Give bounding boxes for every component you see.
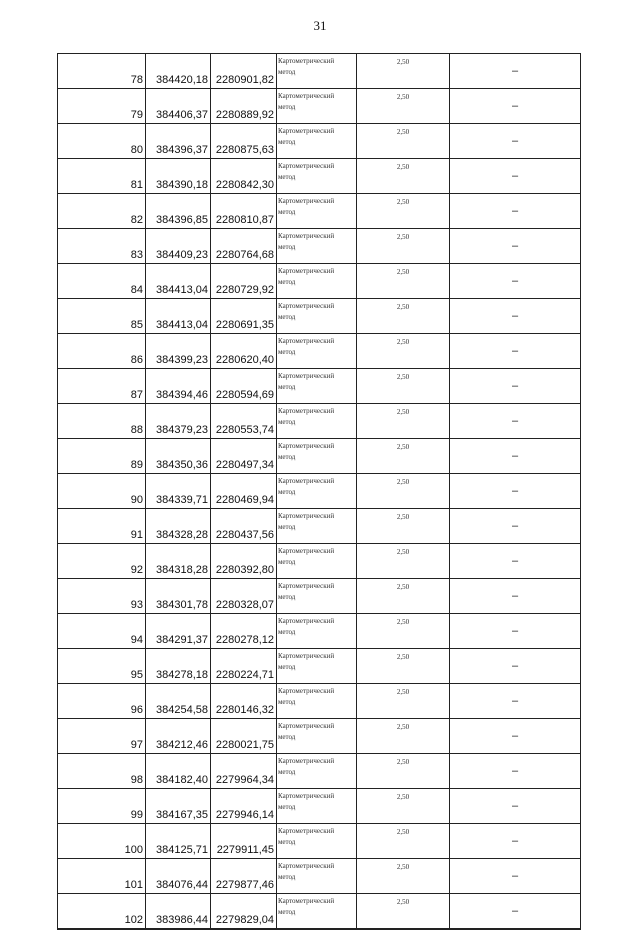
point-number: 97	[58, 719, 146, 754]
method-line-1: Картометрический	[278, 617, 335, 625]
method-line-2: метод	[278, 243, 296, 251]
determination-method	[277, 579, 357, 614]
method-line-1: Картометрический	[278, 687, 335, 695]
table-row	[58, 894, 581, 930]
determination-method	[277, 754, 357, 789]
table-row	[58, 509, 581, 544]
coordinate-y: 2280729,92	[211, 264, 277, 299]
coordinate-y: 2280691,35	[211, 299, 277, 334]
determination-method	[277, 684, 357, 719]
method-line-1: Картометрический	[278, 862, 335, 870]
method-line-1: Картометрический	[278, 442, 335, 450]
accuracy-value: 2,50	[357, 124, 450, 159]
table-row	[58, 404, 581, 439]
point-description: –	[450, 649, 581, 684]
method-line-1: Картометрический	[278, 827, 335, 835]
determination-method	[277, 544, 357, 579]
coordinate-y: 2279829,04	[211, 894, 277, 930]
point-number: 91	[58, 509, 146, 544]
accuracy-value: 2,50	[357, 474, 450, 509]
determination-method	[277, 299, 357, 334]
method-line-1: Картометрический	[278, 512, 335, 520]
point-number: 100	[58, 824, 146, 859]
determination-method	[277, 509, 357, 544]
accuracy-value: 2,50	[357, 264, 450, 299]
method-line-2: метод	[278, 278, 296, 286]
method-line-1: Картометрический	[278, 722, 335, 730]
point-description: –	[450, 684, 581, 719]
point-description: –	[450, 439, 581, 474]
accuracy-value: 2,50	[357, 649, 450, 684]
method-line-1: Картометрический	[278, 407, 335, 415]
method-line-1: Картометрический	[278, 162, 335, 170]
point-number: 82	[58, 194, 146, 229]
method-line-1: Картометрический	[278, 897, 335, 905]
method-line-2: метод	[278, 908, 296, 916]
point-description: –	[450, 124, 581, 159]
point-number: 83	[58, 229, 146, 264]
determination-method	[277, 369, 357, 404]
determination-method	[277, 439, 357, 474]
coordinate-x: 384167,35	[146, 789, 211, 824]
table-row	[58, 439, 581, 474]
method-line-2: метод	[278, 383, 296, 391]
accuracy-value: 2,50	[357, 229, 450, 264]
accuracy-value: 2,50	[357, 824, 450, 859]
table-body	[58, 54, 581, 930]
method-line-2: метод	[278, 173, 296, 181]
point-number: 89	[58, 439, 146, 474]
coordinate-x: 384182,40	[146, 754, 211, 789]
method-line-1: Картометрический	[278, 127, 335, 135]
coordinate-x: 383986,44	[146, 894, 211, 930]
table-row	[58, 54, 581, 89]
coordinate-x: 384379,23	[146, 404, 211, 439]
coordinate-x: 384396,85	[146, 194, 211, 229]
accuracy-value: 2,50	[357, 614, 450, 649]
point-description: –	[450, 754, 581, 789]
table-row	[58, 754, 581, 789]
coordinate-x: 384212,46	[146, 719, 211, 754]
point-description: –	[450, 509, 581, 544]
coordinate-x: 384390,18	[146, 159, 211, 194]
point-number: 85	[58, 299, 146, 334]
coordinate-y: 2279911,45	[211, 824, 277, 859]
table-row	[58, 789, 581, 824]
determination-method	[277, 194, 357, 229]
coordinate-y: 2280842,30	[211, 159, 277, 194]
accuracy-value: 2,50	[357, 789, 450, 824]
coordinate-x: 384254,58	[146, 684, 211, 719]
method-line-2: метод	[278, 698, 296, 706]
method-line-2: метод	[278, 103, 296, 111]
point-description: –	[450, 334, 581, 369]
method-line-2: метод	[278, 838, 296, 846]
point-description: –	[450, 264, 581, 299]
table-row	[58, 229, 581, 264]
point-description: –	[450, 789, 581, 824]
method-line-2: метод	[278, 523, 296, 531]
table-row	[58, 614, 581, 649]
point-description: –	[450, 369, 581, 404]
coordinate-x: 384318,28	[146, 544, 211, 579]
table-row	[58, 194, 581, 229]
accuracy-value: 2,50	[357, 369, 450, 404]
coordinate-x: 384125,71	[146, 824, 211, 859]
method-line-2: метод	[278, 348, 296, 356]
coordinate-y: 2280875,63	[211, 124, 277, 159]
method-line-1: Картометрический	[278, 92, 335, 100]
point-description: –	[450, 299, 581, 334]
coordinate-y: 2280278,12	[211, 614, 277, 649]
accuracy-value: 2,50	[357, 719, 450, 754]
accuracy-value: 2,50	[357, 754, 450, 789]
table-row	[58, 579, 581, 614]
method-line-2: метод	[278, 418, 296, 426]
coordinate-y: 2280328,07	[211, 579, 277, 614]
table-row	[58, 684, 581, 719]
table-row	[58, 299, 581, 334]
table-row	[58, 859, 581, 894]
accuracy-value: 2,50	[357, 579, 450, 614]
point-description: –	[450, 719, 581, 754]
coordinate-y: 2279877,46	[211, 859, 277, 894]
determination-method	[277, 474, 357, 509]
coordinate-x: 384420,18	[146, 54, 211, 89]
method-line-1: Картометрический	[278, 267, 335, 275]
coordinate-x: 384339,71	[146, 474, 211, 509]
method-line-2: метод	[278, 558, 296, 566]
table-row	[58, 89, 581, 124]
method-line-1: Картометрический	[278, 372, 335, 380]
accuracy-value: 2,50	[357, 89, 450, 124]
coordinate-x: 384291,37	[146, 614, 211, 649]
determination-method	[277, 124, 357, 159]
point-number: 92	[58, 544, 146, 579]
coordinate-x: 384301,78	[146, 579, 211, 614]
accuracy-value: 2,50	[357, 439, 450, 474]
coordinate-y: 2280810,87	[211, 194, 277, 229]
coordinate-y: 2280620,40	[211, 334, 277, 369]
point-description: –	[450, 474, 581, 509]
method-line-2: метод	[278, 453, 296, 461]
point-number: 98	[58, 754, 146, 789]
point-description: –	[450, 89, 581, 124]
point-number: 88	[58, 404, 146, 439]
method-line-1: Картометрический	[278, 652, 335, 660]
determination-method	[277, 649, 357, 684]
point-number: 79	[58, 89, 146, 124]
point-description: –	[450, 894, 581, 930]
point-number: 102	[58, 894, 146, 930]
coordinate-y: 2280764,68	[211, 229, 277, 264]
method-line-2: метод	[278, 873, 296, 881]
determination-method	[277, 719, 357, 754]
table-row	[58, 544, 581, 579]
accuracy-value: 2,50	[357, 404, 450, 439]
method-line-2: метод	[278, 593, 296, 601]
coordinate-x: 384413,04	[146, 264, 211, 299]
determination-method	[277, 264, 357, 299]
point-number: 78	[58, 54, 146, 89]
table-row	[58, 369, 581, 404]
method-line-2: метод	[278, 733, 296, 741]
table-row	[58, 264, 581, 299]
coordinate-y: 2280469,94	[211, 474, 277, 509]
accuracy-value: 2,50	[357, 509, 450, 544]
table-row	[58, 824, 581, 859]
coordinate-x: 384394,46	[146, 369, 211, 404]
point-description: –	[450, 404, 581, 439]
accuracy-value: 2,50	[357, 299, 450, 334]
determination-method	[277, 859, 357, 894]
table-row	[58, 474, 581, 509]
determination-method	[277, 89, 357, 124]
page-number: 31	[313, 18, 327, 33]
method-line-1: Картометрический	[278, 337, 335, 345]
coordinate-y: 2280889,92	[211, 89, 277, 124]
table-row	[58, 719, 581, 754]
method-line-1: Картометрический	[278, 477, 335, 485]
point-number: 87	[58, 369, 146, 404]
coordinate-x: 384350,36	[146, 439, 211, 474]
coordinate-y: 2280224,71	[211, 649, 277, 684]
coordinate-y: 2280437,56	[211, 509, 277, 544]
method-line-1: Картометрический	[278, 582, 335, 590]
point-description: –	[450, 614, 581, 649]
determination-method	[277, 334, 357, 369]
point-description: –	[450, 579, 581, 614]
point-description: –	[450, 859, 581, 894]
coordinate-x: 384406,37	[146, 89, 211, 124]
method-line-2: метод	[278, 663, 296, 671]
method-line-2: метод	[278, 768, 296, 776]
coordinate-y: 2279946,14	[211, 789, 277, 824]
coordinate-x: 384413,04	[146, 299, 211, 334]
method-line-1: Картометрический	[278, 57, 335, 65]
coordinate-x: 384278,18	[146, 649, 211, 684]
method-line-1: Картометрический	[278, 757, 335, 765]
point-number: 101	[58, 859, 146, 894]
point-description: –	[450, 229, 581, 264]
point-number: 90	[58, 474, 146, 509]
determination-method	[277, 824, 357, 859]
method-line-2: метод	[278, 208, 296, 216]
coordinate-y: 2280553,74	[211, 404, 277, 439]
accuracy-value: 2,50	[357, 894, 450, 930]
method-line-2: метод	[278, 313, 296, 321]
determination-method	[277, 54, 357, 89]
accuracy-value: 2,50	[357, 194, 450, 229]
method-line-1: Картометрический	[278, 232, 335, 240]
determination-method	[277, 159, 357, 194]
accuracy-value: 2,50	[357, 684, 450, 719]
point-number: 93	[58, 579, 146, 614]
determination-method	[277, 229, 357, 264]
coordinate-y: 2280497,34	[211, 439, 277, 474]
coordinate-y: 2280021,75	[211, 719, 277, 754]
coordinate-x: 384076,44	[146, 859, 211, 894]
method-line-2: метод	[278, 628, 296, 636]
point-description: –	[450, 54, 581, 89]
accuracy-value: 2,50	[357, 159, 450, 194]
point-description: –	[450, 544, 581, 579]
table-row	[58, 334, 581, 369]
coordinates-table	[57, 53, 581, 930]
determination-method	[277, 404, 357, 439]
point-number: 99	[58, 789, 146, 824]
method-line-2: метод	[278, 68, 296, 76]
coordinate-y: 2280392,80	[211, 544, 277, 579]
method-line-2: метод	[278, 803, 296, 811]
determination-method	[277, 614, 357, 649]
determination-method	[277, 789, 357, 824]
coordinate-x: 384328,28	[146, 509, 211, 544]
point-number: 96	[58, 684, 146, 719]
point-number: 80	[58, 124, 146, 159]
determination-method	[277, 894, 357, 930]
point-number: 95	[58, 649, 146, 684]
coordinate-y: 2279964,34	[211, 754, 277, 789]
method-line-1: Картометрический	[278, 197, 335, 205]
accuracy-value: 2,50	[357, 859, 450, 894]
method-line-1: Картометрический	[278, 302, 335, 310]
table-row	[58, 649, 581, 684]
point-description: –	[450, 194, 581, 229]
accuracy-value: 2,50	[357, 334, 450, 369]
point-number: 84	[58, 264, 146, 299]
table-row	[58, 124, 581, 159]
point-number: 81	[58, 159, 146, 194]
method-line-2: метод	[278, 138, 296, 146]
point-number: 94	[58, 614, 146, 649]
method-line-1: Картометрический	[278, 547, 335, 555]
accuracy-value: 2,50	[357, 54, 450, 89]
point-number: 86	[58, 334, 146, 369]
method-line-1: Картометрический	[278, 792, 335, 800]
accuracy-value: 2,50	[357, 544, 450, 579]
coordinate-x: 384409,23	[146, 229, 211, 264]
coordinate-y: 2280146,32	[211, 684, 277, 719]
coordinate-y: 2280901,82	[211, 54, 277, 89]
method-line-2: метод	[278, 488, 296, 496]
table-row	[58, 159, 581, 194]
coordinate-x: 384396,37	[146, 124, 211, 159]
coordinate-y: 2280594,69	[211, 369, 277, 404]
coordinate-x: 384399,23	[146, 334, 211, 369]
point-description: –	[450, 824, 581, 859]
point-description: –	[450, 159, 581, 194]
